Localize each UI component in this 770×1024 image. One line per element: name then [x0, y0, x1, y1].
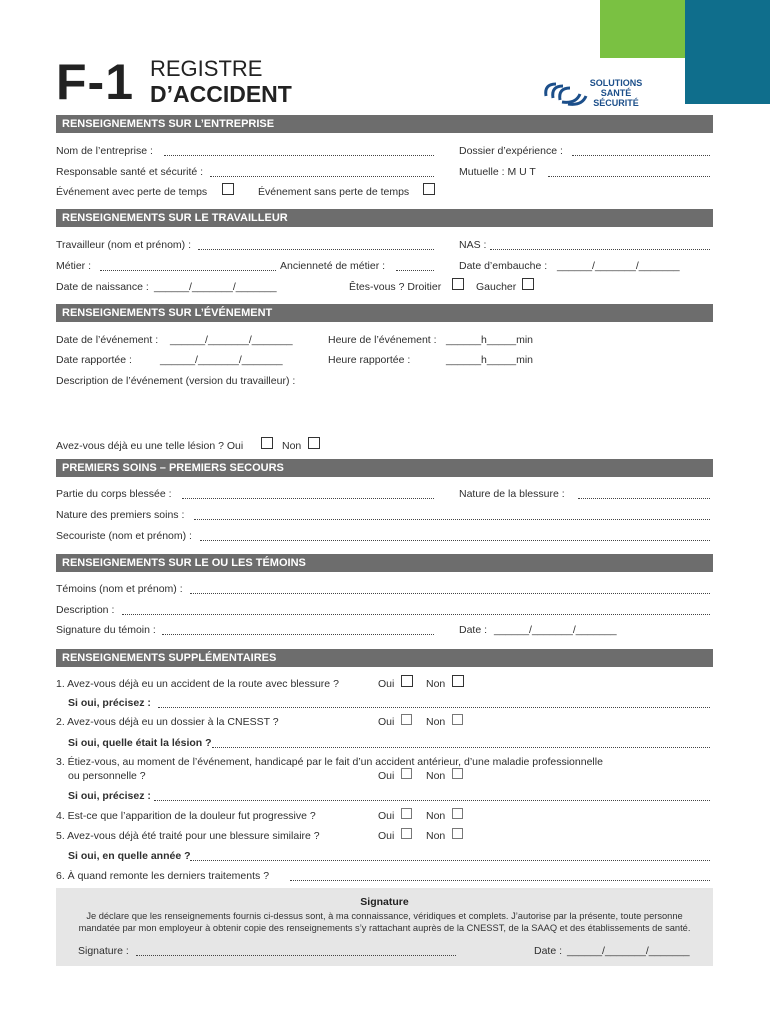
label-date-naissance: Date de naissance : [56, 281, 149, 293]
question-2: 2. Avez-vous déjà eu un dossier à la CNESST ? [56, 716, 279, 728]
label-nature-blessure: Nature de la blessure : [459, 488, 565, 500]
field-responsable-sst[interactable] [210, 176, 434, 177]
label-description-temoin: Description : [56, 604, 115, 616]
logo-text-line2: SANTÉ [600, 88, 632, 98]
question-3-line2: ou personnelle ? [68, 770, 146, 782]
checkbox-droitier[interactable] [452, 278, 464, 290]
checkbox-q2-non[interactable] [452, 714, 463, 725]
label-nom-entreprise: Nom de l’entreprise : [56, 145, 153, 157]
field-heure-evenement[interactable]: ______h_____min [446, 334, 533, 346]
corner-accent-blue [685, 0, 770, 104]
field-q6[interactable] [290, 880, 710, 881]
section-header-temoins: RENSEIGNEMENTS SUR LE OU LES TÉMOINS [56, 554, 713, 572]
signature-declaration-line1: Je déclare que les renseignements fournis ci-dessus sont, à ma connaissance, véridiques et complets. J’autorise par la présente, toute personne [86, 911, 683, 921]
label-q5-detail: Si oui, en quelle année ? [68, 850, 191, 862]
section-header-entreprise: RENSEIGNEMENTS SUR L’ENTREPRISE [56, 115, 713, 133]
field-description-evenement[interactable] [56, 390, 713, 434]
field-signature[interactable] [136, 955, 456, 956]
question-1: 1. Avez-vous déjà eu un accident de la route avec blessure ? [56, 678, 339, 690]
checkbox-q1-non[interactable] [452, 675, 464, 687]
label-q1-detail: Si oui, précisez : [68, 697, 151, 709]
label-secouriste: Secouriste (nom et prénom) : [56, 530, 192, 542]
label-description-evenement: Description de l’événement (version du travailleur) : [56, 375, 296, 387]
checkbox-q5-non[interactable] [452, 828, 463, 839]
label-q2-non: Non [426, 716, 446, 728]
label-q5-non: Non [426, 830, 446, 842]
checkbox-gaucher[interactable] [522, 278, 534, 290]
checkbox-q3-non[interactable] [452, 768, 463, 779]
field-nature-blessure[interactable] [578, 498, 710, 499]
field-date-naissance[interactable]: ______/_______/_______ [154, 281, 277, 293]
label-date-evenement: Date de l’événement : [56, 334, 159, 346]
label-q3-oui: Oui [378, 770, 395, 782]
logo-text-line3: SÉCURITÉ [593, 98, 639, 108]
field-partie-corps[interactable] [182, 498, 434, 499]
label-q1-non: Non [426, 678, 446, 690]
label-lesion-non: Non [282, 440, 302, 452]
label-metier: Métier : [56, 260, 92, 272]
checkbox-q4-oui[interactable] [401, 808, 412, 819]
field-nom-entreprise[interactable] [164, 155, 434, 156]
field-metier[interactable] [100, 270, 276, 271]
label-partie-corps: Partie du corps blessée : [56, 488, 172, 500]
field-mutuelle[interactable] [548, 176, 710, 177]
checkbox-avec-perte[interactable] [222, 183, 234, 195]
label-gaucher: Gaucher [476, 281, 517, 293]
field-nas[interactable] [490, 249, 710, 250]
form-title-line2: D’ACCIDENT [150, 81, 292, 107]
label-avec-perte: Événement avec perte de temps [56, 186, 208, 198]
field-nom-travailleur[interactable] [198, 249, 434, 250]
field-heure-rapportee[interactable]: ______h_____min [446, 354, 533, 366]
logo-text [586, 78, 646, 108]
checkbox-q5-oui[interactable] [401, 828, 412, 839]
field-signature-date[interactable]: ______/_______/_______ [567, 945, 690, 957]
section-header-evenement: RENSEIGNEMENTS SUR L’ÉVÉNEMENT [56, 304, 713, 322]
label-signature-date: Date : [534, 945, 563, 957]
field-dossier-experience[interactable] [572, 155, 710, 156]
label-mutuelle: Mutuelle : M U T [459, 166, 536, 178]
label-droitier: Êtes-vous ? Droitier [349, 281, 442, 293]
label-nom-travailleur: Travailleur (nom et prénom) : [56, 239, 191, 251]
field-date-embauche[interactable]: ______/_______/_______ [557, 260, 680, 272]
field-description-temoin[interactable] [122, 614, 710, 615]
label-temoins: Témoins (nom et prénom) : [56, 583, 183, 595]
question-3-line1: 3. Étiez-vous, au moment de l’événement, handicapé par le fait d’un accident antérieur, d’une maladie professionnelle [56, 756, 603, 768]
label-q2-detail: Si oui, quelle était la lésion ? [68, 737, 212, 749]
label-q3-detail: Si oui, précisez : [68, 790, 151, 802]
section-header-supplementaires: RENSEIGNEMENTS SUPPLÉMENTAIRES [56, 649, 713, 667]
form-title-line1: REGISTRE [150, 56, 263, 81]
label-date-temoin: Date : [459, 624, 488, 636]
label-nas: NAS : [459, 239, 487, 251]
field-date-temoin[interactable]: ______/_______/_______ [494, 624, 617, 636]
label-q4-non: Non [426, 810, 446, 822]
field-nature-soins[interactable] [194, 519, 710, 520]
field-secouriste[interactable] [200, 540, 710, 541]
checkbox-sans-perte[interactable] [423, 183, 435, 195]
checkbox-q1-oui[interactable] [401, 675, 413, 687]
label-q5-oui: Oui [378, 830, 395, 842]
checkbox-lesion-oui[interactable] [261, 437, 273, 449]
signature-title: Signature [360, 896, 409, 908]
section-header-premiers-soins: PREMIERS SOINS – PREMIERS SECOURS [56, 459, 713, 477]
label-heure-rapportee: Heure rapportée : [328, 354, 411, 366]
label-dossier-experience: Dossier d’expérience : [459, 145, 563, 157]
label-responsable-sst: Responsable santé et sécurité : [56, 166, 204, 178]
label-date-embauche: Date d’embauche : [459, 260, 548, 272]
label-q1-oui: Oui [378, 678, 395, 690]
checkbox-lesion-non[interactable] [308, 437, 320, 449]
field-q1-detail[interactable] [158, 707, 710, 708]
field-q3-detail[interactable] [154, 800, 710, 801]
label-lesion-oui: Avez-vous déjà eu une telle lésion ? Oui [56, 440, 244, 452]
checkbox-q4-non[interactable] [452, 808, 463, 819]
label-anciennete: Ancienneté de métier : [280, 260, 386, 272]
form-code: F-1 [56, 54, 134, 110]
checkbox-q3-oui[interactable] [401, 768, 412, 779]
field-signature-temoin[interactable] [162, 634, 434, 635]
signature-declaration-line2: mandatée par mon employeur à obtenir copie des renseignements s’y rattachant auprès de la CNESST, de la SAAQ et des établissements de santé. [78, 923, 691, 933]
label-heure-evenement: Heure de l’événement : [328, 334, 437, 346]
label-q4-oui: Oui [378, 810, 395, 822]
field-temoins[interactable] [190, 593, 710, 594]
label-signature-temoin: Signature du témoin : [56, 624, 156, 636]
question-4: 4. Est-ce que l’apparition de la douleur fut progressive ? [56, 810, 316, 822]
field-date-rapportee[interactable]: ______/_______/_______ [160, 354, 283, 366]
field-q2-detail[interactable] [212, 747, 710, 748]
field-anciennete[interactable] [396, 270, 434, 271]
section-header-travailleur: RENSEIGNEMENTS SUR LE TRAVAILLEUR [56, 209, 713, 227]
label-nature-soins: Nature des premiers soins : [56, 509, 185, 521]
label-sans-perte: Événement sans perte de temps [258, 186, 410, 198]
label-q2-oui: Oui [378, 716, 395, 728]
label-q3-non: Non [426, 770, 446, 782]
signature-box [56, 888, 713, 966]
logo-text-line1: SOLUTIONS [589, 78, 643, 88]
label-date-rapportee: Date rapportée : [56, 354, 132, 366]
question-5: 5. Avez-vous déjà été traité pour une blessure similaire ? [56, 830, 320, 842]
field-date-evenement[interactable]: ______/_______/_______ [170, 334, 293, 346]
corner-accent-green [600, 0, 685, 58]
checkbox-q2-oui[interactable] [401, 714, 412, 725]
question-6: 6. À quand remonte les derniers traitements ? [56, 870, 270, 882]
field-q5-detail[interactable] [190, 860, 710, 861]
label-signature: Signature : [78, 945, 129, 957]
